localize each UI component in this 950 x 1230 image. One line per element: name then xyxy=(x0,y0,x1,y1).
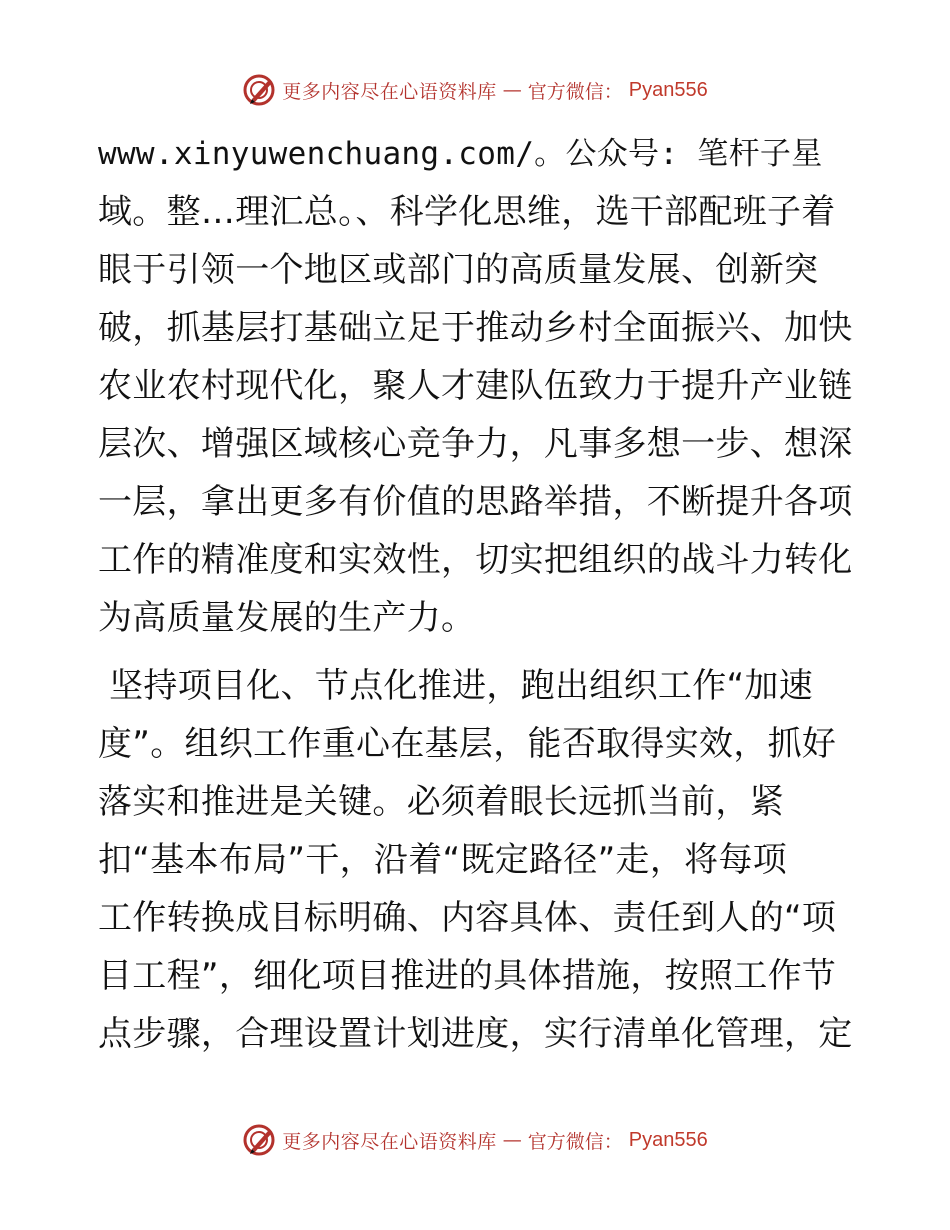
paragraph-1 xyxy=(98,125,858,647)
text-line: 坚持项目化、节点化推进，跑出组织工作“加速 xyxy=(98,666,814,706)
banner-wechat-label: 官方微信： xyxy=(527,1130,623,1153)
text-line: 扣“基本布局”干，沿着“既定路径”走，将每项 xyxy=(98,840,788,880)
text-line: 落实和推进是关键。必须着眼长远抓当前，紧 xyxy=(98,782,784,822)
header-banner xyxy=(0,70,950,110)
text-line: 度”。组织工作重心在基层，能否取得实效，抓好 xyxy=(98,724,837,764)
text-line: 域。整…理汇总。、科学化思维，选干部配班子着 xyxy=(98,192,836,232)
pen-logo-icon xyxy=(242,1123,276,1157)
banner-separator: — xyxy=(502,1129,522,1151)
text-line: 工作转换成目标明确、内容具体、责任到人的“项 xyxy=(98,898,837,938)
banner-wechat-id: Pyan556 xyxy=(628,78,708,101)
banner-title: 更多内容尽在心语资料库 xyxy=(282,80,497,103)
paragraph-gap xyxy=(98,647,858,657)
text-line: 层次、增强区域核心竞争力，凡事多想一步、想深 xyxy=(98,424,853,464)
text-line: 破，抓基层打基础立足于推动乡村全面振兴、加快 xyxy=(98,308,853,348)
text-line: 一层，拿出更多有价值的思路举措，不断提升各项 xyxy=(98,482,853,522)
text-line: www.xinyuwenchuang.com/。公众号: 笔杆子星 xyxy=(98,136,823,172)
pen-logo-icon xyxy=(242,73,276,107)
paragraph-2 xyxy=(98,657,858,1063)
banner-title: 更多内容尽在心语资料库 xyxy=(282,1130,497,1153)
banner-wechat-id: Pyan556 xyxy=(628,1128,708,1151)
footer-banner xyxy=(0,1120,950,1160)
document-body xyxy=(98,125,858,1063)
text-line: 工作的精准度和实效性，切实把组织的战斗力转化 xyxy=(98,540,853,580)
banner-wechat-label: 官方微信： xyxy=(527,80,623,103)
text-line: 眼于引领一个地区或部门的高质量发展、创新突 xyxy=(98,250,819,290)
text-line: 为高质量发展的生产力。 xyxy=(98,598,476,638)
text-line: 农业农村现代化，聚人才建队伍致力于提升产业链 xyxy=(98,366,853,406)
banner-separator: — xyxy=(502,79,522,101)
text-line: 点步骤，合理设置计划进度，实行清单化管理，定 xyxy=(98,1014,853,1054)
text-line: 目工程”，细化项目推进的具体措施，按照工作节 xyxy=(98,956,837,996)
